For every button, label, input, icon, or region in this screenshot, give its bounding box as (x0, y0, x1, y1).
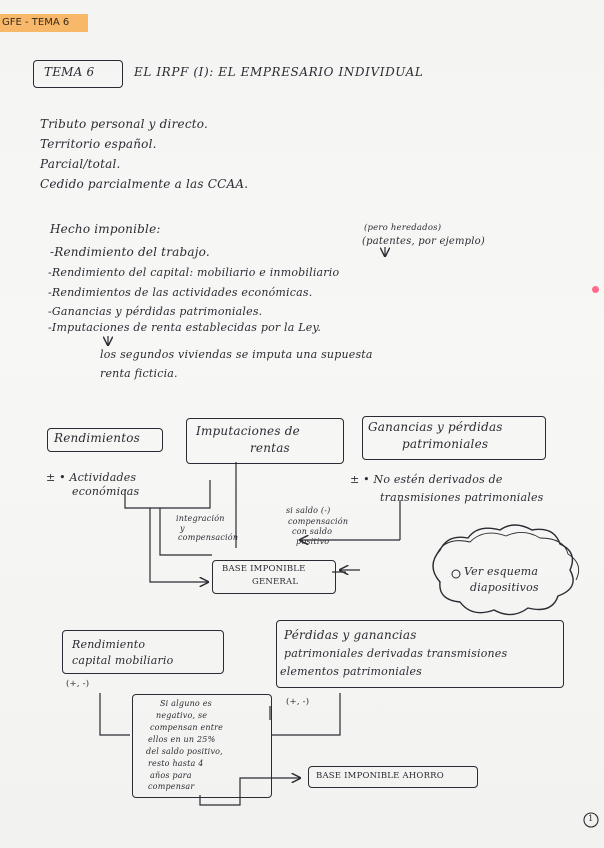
imputaciones-label: rentas (250, 441, 290, 455)
compensation-note-line: años para (150, 771, 192, 780)
imputaciones-label: Imputaciones de (196, 424, 300, 438)
hecho-item: -Rendimiento del trabajo. (50, 245, 210, 259)
hecho-heading: Hecho imponible: (50, 222, 161, 236)
page-number: 1 (588, 814, 594, 824)
compensation-note-line: resto hasta 4 (148, 759, 204, 768)
saldo-note: compensación (288, 517, 349, 526)
integracion-note: compensación (178, 533, 239, 542)
sign-note: (+, -) (66, 679, 90, 689)
compensation-note-line: compensan entre (150, 723, 224, 732)
base-general-label: BASE IMPONIBLE (222, 564, 306, 574)
cloud-note: Ver esquema (464, 565, 539, 578)
right-note: ± • No estén derivados de (350, 473, 503, 486)
hecho-item: -Imputaciones de renta establecidas por la Ley. (48, 321, 322, 334)
integracion-note: integración (176, 514, 225, 523)
saldo-note: positivo (296, 537, 330, 546)
capital-label: capital mobiliario (72, 654, 174, 667)
hecho-item: -Ganancias y pérdidas patrimoniales. (48, 305, 263, 318)
perdidas-label: Pérdidas y ganancias (284, 628, 417, 642)
right-note: transmisiones patrimoniales (380, 491, 544, 504)
characteristic-item: Cedido parcialmente a las CCAA. (40, 177, 249, 191)
compensation-note-line: compensar (148, 782, 195, 791)
cloud-note: diapositivos (470, 581, 539, 594)
compensation-note-line: ellos en un 25% (148, 735, 216, 744)
sign-note: (+, -) (286, 697, 310, 707)
left-note: ± • Actividades (46, 471, 137, 484)
ganancias-label: Ganancias y pérdidas (368, 420, 503, 434)
compensation-note-line: Si alguno es (160, 699, 212, 708)
hecho-note: (patentes, por ejemplo) (362, 236, 485, 247)
rendimientos-label: Rendimientos (54, 431, 141, 445)
saldo-note: con saldo (292, 527, 333, 536)
compensation-note-line: negativo, se (156, 711, 208, 720)
perdidas-label: patrimoniales derivadas transmisiones (284, 647, 508, 660)
tema-label: TEMA 6 (44, 65, 95, 79)
integracion-note: y (180, 524, 185, 533)
hecho-item: -Rendimiento del capital: mobiliario e inmobiliario (48, 266, 340, 279)
hecho-note: (pero heredados) (364, 223, 442, 233)
saldo-note: si saldo (-) (286, 506, 331, 515)
page-title: EL IRPF (I): EL EMPRESARIO INDIVIDUAL (134, 65, 424, 79)
base-ahorro-label: BASE IMPONIBLE AHORRO (316, 771, 444, 781)
ganancias-label: patrimoniales (402, 437, 489, 451)
highlighter-dot (592, 286, 599, 293)
section-tag: GFE - TEMA 6 (0, 14, 88, 32)
hecho-item: -Rendimientos de las actividades económicas. (48, 286, 313, 299)
characteristic-item: Tributo personal y directo. (40, 117, 209, 131)
capital-label: Rendimiento (72, 638, 146, 651)
capital-box (62, 630, 224, 674)
base-general-label: GENERAL (252, 577, 299, 587)
characteristic-item: Territorio español. (40, 137, 157, 151)
hecho-subnote: renta ficticia. (100, 367, 178, 380)
left-note: económicas (72, 485, 140, 498)
compensation-note-line: del saldo positivo, (146, 747, 223, 756)
perdidas-label: elementos patrimoniales (280, 665, 423, 678)
hecho-subnote: los segundos viviendas se imputa una supuesta (100, 348, 373, 361)
characteristic-item: Parcial/total. (40, 157, 121, 171)
